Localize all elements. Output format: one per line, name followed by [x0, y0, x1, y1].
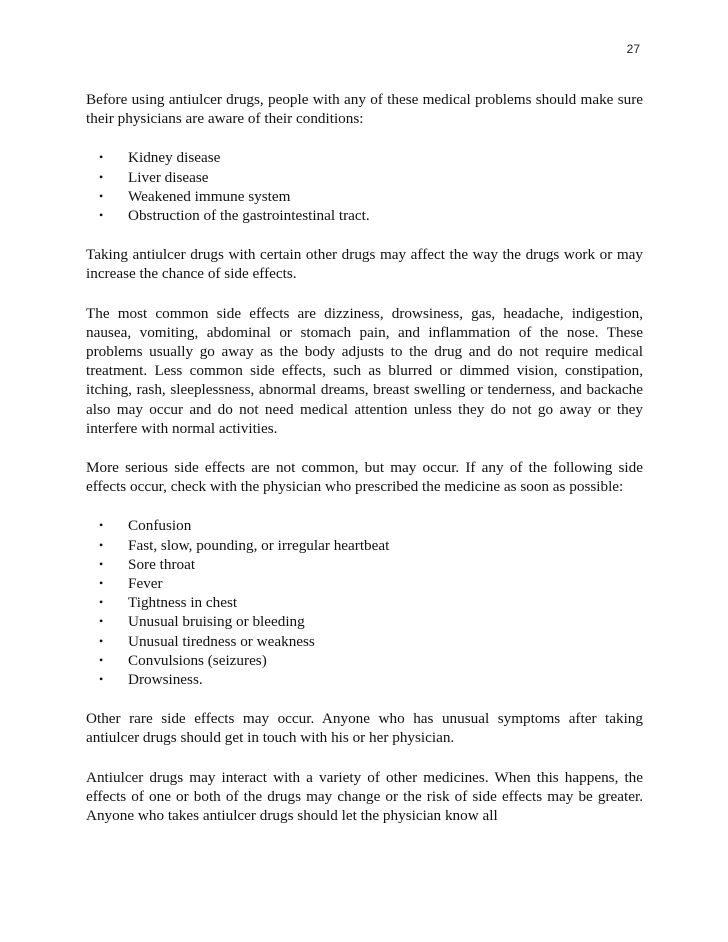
bullet-icon: • [99, 614, 104, 629]
list-item-text: Obstruction of the gastrointestinal tract. [128, 207, 370, 225]
list-item [99, 593, 643, 612]
list-item-text: Convulsions (seizures) [128, 651, 267, 669]
list-item-text: Fast, slow, pounding, or irregular heartbeat [128, 536, 390, 554]
list-item-text: Liver disease [128, 168, 209, 186]
medical-conditions-list [86, 148, 643, 225]
common-side-effects-paragraph: The most common side effects are dizziness, drowsiness, gas, headache, indigestion, nausea, vomiting, abdominal or stomach pain, and inflammation of the nose. These problems usually go away as the body adjusts to the drug and do not require medical treatment. Less common side effects, such as blurred or dimmed vision, constipation, itching, rash, sleeplessness, abnormal dreams, breast swelling or tenderness, and backache also may occur and do not need medical attention unless they do not go away or they interfere with normal activities. [86, 304, 643, 437]
list-item-text: Drowsiness. [128, 671, 203, 689]
list-item [99, 651, 643, 670]
list-item [99, 148, 643, 167]
bullet-icon: • [99, 188, 104, 203]
serious-side-effects-paragraph: More serious side effects are not common, but may occur. If any of the following side effects occur, check with the physician who prescribed the medicine as soon as possible: [86, 459, 643, 496]
list-item-text: Tightness in chest [128, 594, 238, 612]
bullet-icon: • [99, 652, 104, 667]
bullet-icon: • [99, 537, 104, 552]
list-item-text: Kidney disease [128, 149, 221, 167]
list-item [99, 187, 643, 206]
list-item [99, 574, 643, 593]
bullet-icon: • [99, 672, 104, 687]
bullet-icon: • [99, 556, 104, 571]
bullet-icon: • [99, 169, 104, 184]
bullet-icon: • [99, 518, 104, 533]
list-item-text: Unusual bruising or bleeding [128, 613, 305, 631]
bullet-icon: • [99, 576, 104, 591]
list-item [99, 536, 643, 555]
list-item [99, 555, 643, 574]
list-item-text: Weakened immune system [128, 187, 291, 205]
list-item [99, 516, 643, 535]
list-item [99, 612, 643, 631]
intro-paragraph: Before using antiulcer drugs, people with any of these medical problems should make sure their physicians are aware of their conditions: [86, 91, 643, 128]
page-number: 27 [626, 42, 640, 56]
bullet-icon: • [99, 150, 104, 165]
list-item-text: Unusual tiredness or weakness [128, 632, 315, 650]
interaction-paragraph: Taking antiulcer drugs with certain other drugs may affect the way the drugs work or may increase the chance of side effects. [86, 246, 643, 283]
bullet-icon: • [99, 595, 104, 610]
list-item [99, 632, 643, 651]
list-item-text: Confusion [128, 517, 192, 535]
list-item [99, 168, 643, 187]
bullet-icon: • [99, 208, 104, 223]
list-item-text: Sore throat [128, 555, 196, 573]
list-item-text: Fever [128, 575, 163, 593]
drug-interactions-paragraph: Antiulcer drugs may interact with a variety of other medicines. When this happens, the effects of one or both of the drugs may change or the risk of side effects may be greater. Anyone who takes antiulcer drugs should let the physician know all [86, 768, 643, 825]
rare-side-effects-paragraph: Other rare side effects may occur. Anyone who has unusual symptoms after taking antiulcer drugs should get in touch with his or her physician. [86, 710, 643, 747]
list-item [99, 206, 643, 225]
bullet-icon: • [99, 633, 104, 648]
list-item [99, 670, 643, 689]
serious-side-effects-list [86, 516, 643, 689]
document-body [86, 90, 643, 845]
